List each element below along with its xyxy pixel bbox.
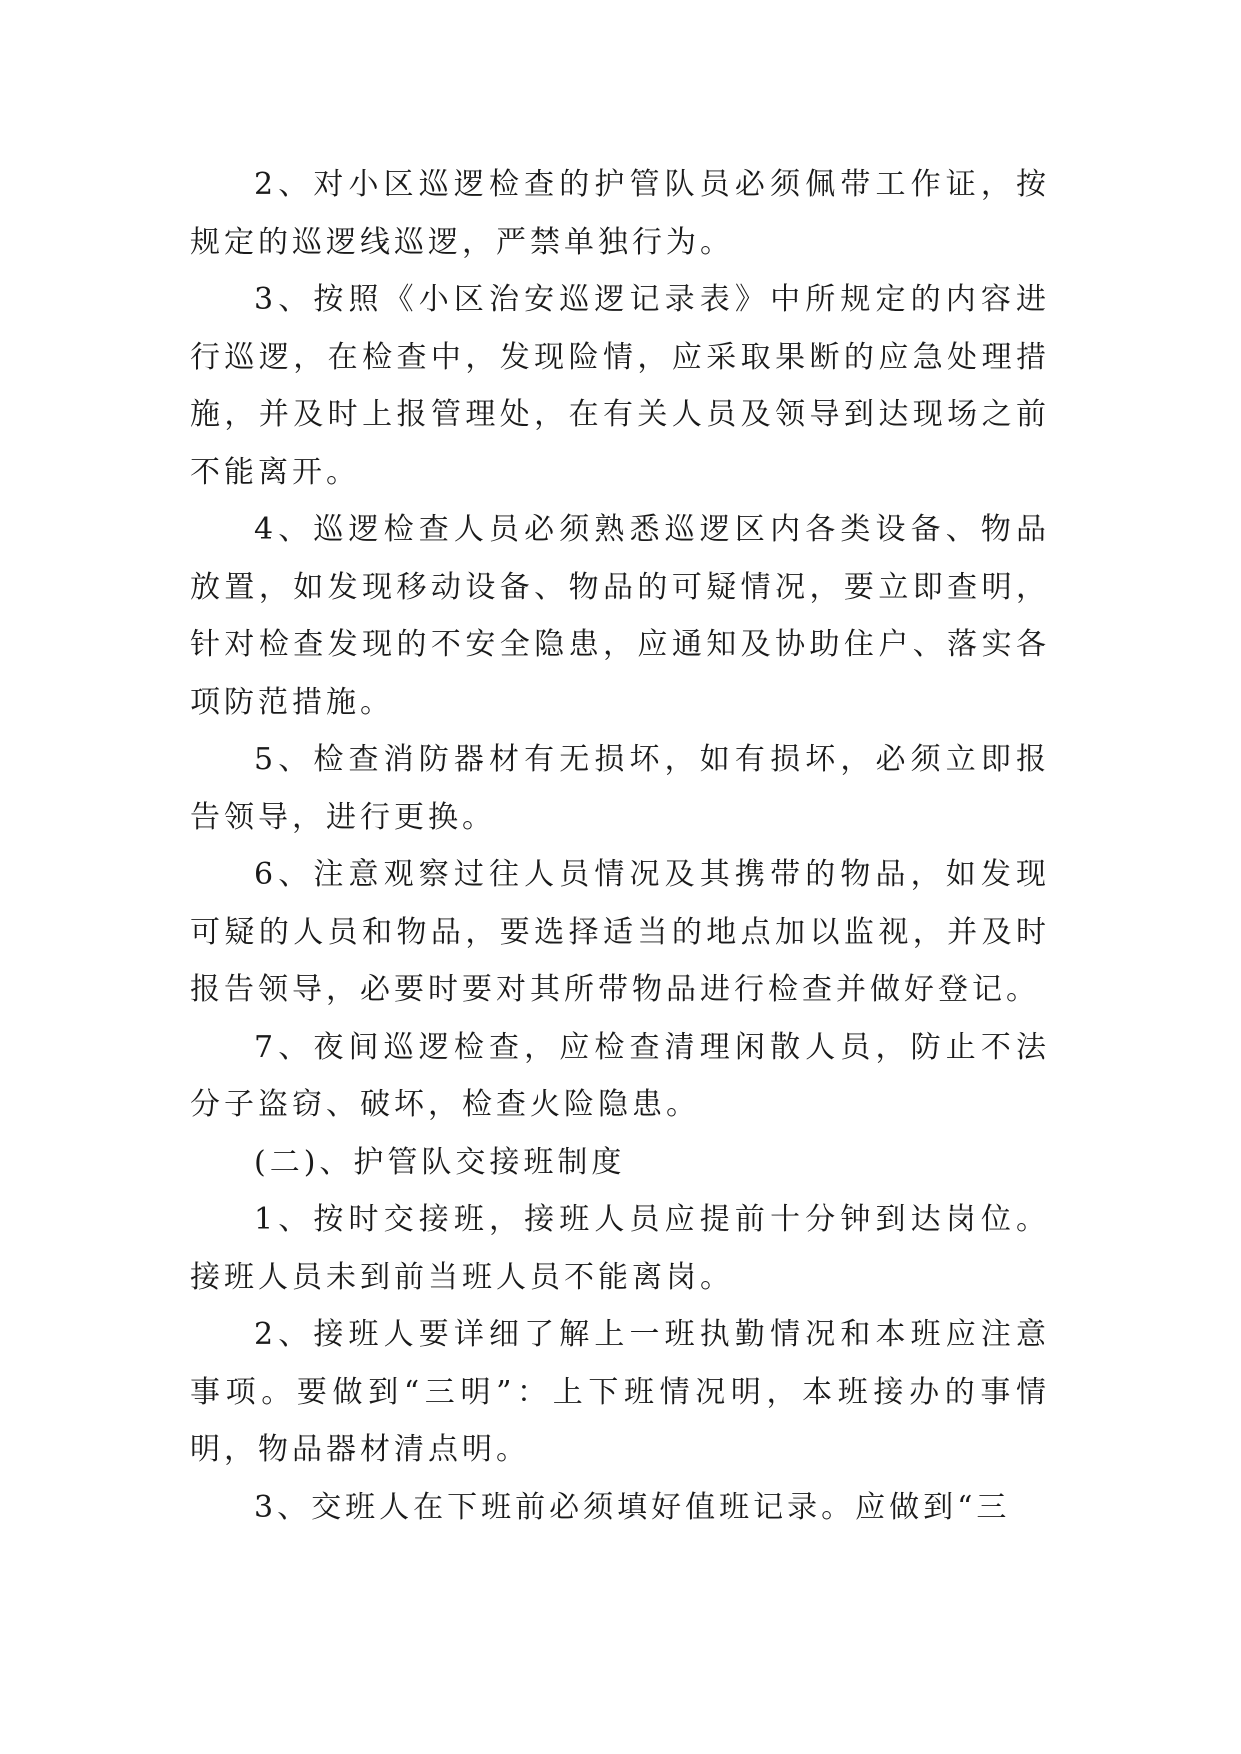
paragraph-patrol-equipment: 4、巡逻检查人员必须熟悉巡逻区内各类设备、物品放置，如发现移动设备、物品的可疑情况，要立即查明，针对检查发现的不安全隐患，应通知及协助住户、落实各项防范措施。 [190,512,1050,720]
document-body [190,156,1050,1536]
section-heading-shift-handover: (二)、护管队交接班制度 [254,1144,626,1180]
paragraph-three-clear: 2、接班人要详细了解上一班执勤情况和本班应注意事项。要做到“三明”：上下班情况明，本班接办的事情明，物品器材清点明。 [190,1317,1050,1467]
paragraph-fire-equipment: 5、检查消防器材有无损坏，如有损坏，必须立即报告领导，进行更换。 [190,742,1050,835]
paragraph-duty-record: 3、交班人在下班前必须填好值班记录。应做到“三 [254,1489,1011,1525]
paragraph-patrol-record: 3、按照《小区治安巡逻记录表》中所规定的内容进行巡逻，在检查中，发现险情，应采取果断的应急处理措施，并及时上报管理处，在有关人员及领导到达现场之前不能离开。 [190,282,1050,490]
paragraph-shift-on-time: 1、按时交接班，接班人员应提前十分钟到达岗位。接班人员未到前当班人员不能离岗。 [190,1202,1050,1295]
paragraph-observe-persons: 6、注意观察过往人员情况及其携带的物品，如发现可疑的人员和物品，要选择适当的地点加以监视，并及时报告领导，必要时要对其所带物品进行检查并做好登记。 [190,857,1050,1007]
paragraph-patrol-id: 2、对小区巡逻检查的护管队员必须佩带工作证，按规定的巡逻线巡逻，严禁单独行为。 [190,167,1050,260]
paragraph-night-patrol: 7、夜间巡逻检查，应检查清理闲散人员，防止不法分子盗窃、破坏，检查火险隐患。 [190,1029,1050,1122]
